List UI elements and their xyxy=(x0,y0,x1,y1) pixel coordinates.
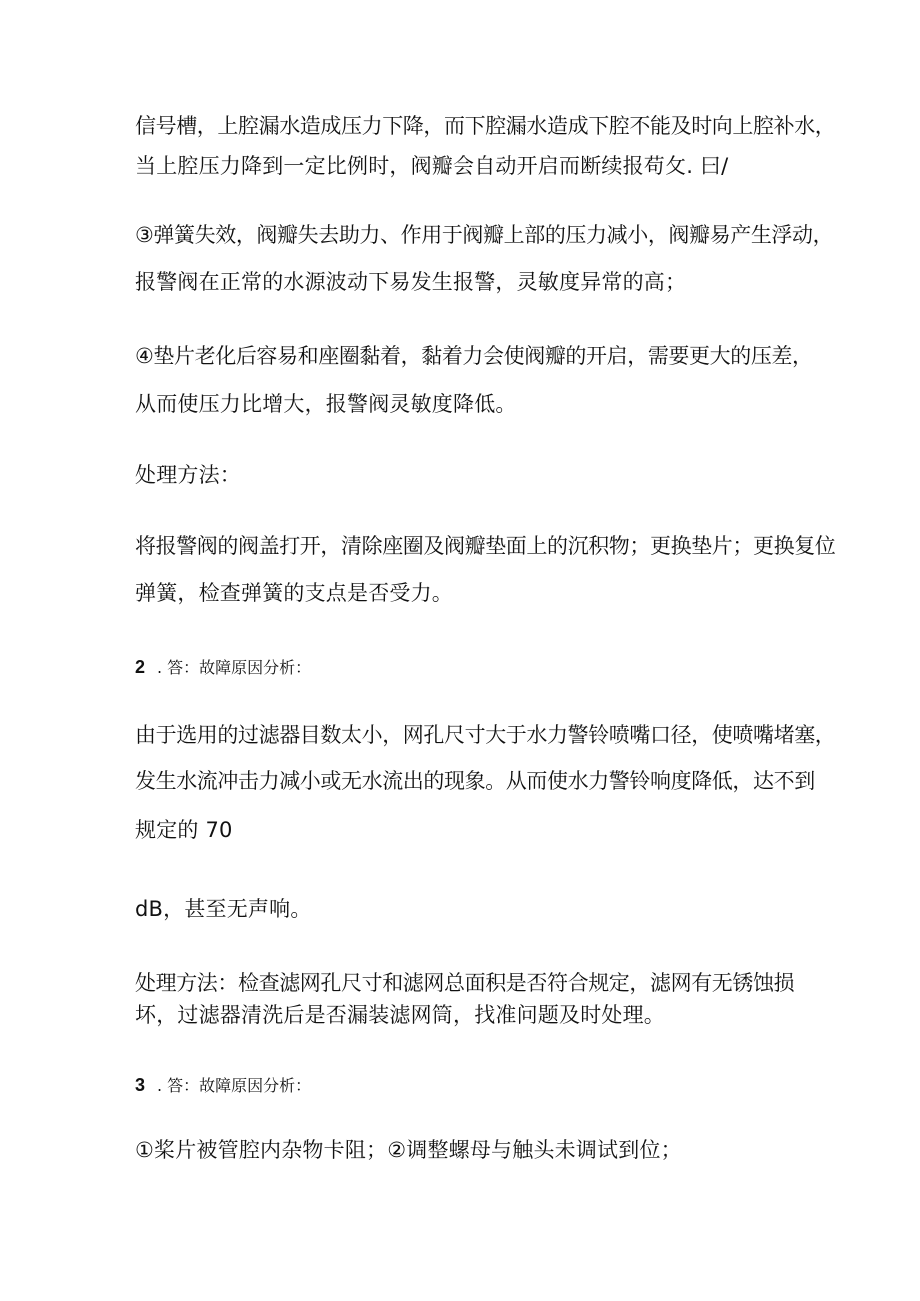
paragraph-3-line-1: ④垫片老化后容易和座圈黏着，黏着力会使阀瓣的开启，需要更大的压差， xyxy=(135,344,813,368)
question-2-number: 2 xyxy=(135,657,146,677)
paragraph-8-line-1: 处理方法：检查滤网孔尺寸和滤网总面积是否符合规定，滤网有无锈蚀损 xyxy=(135,971,795,995)
paragraph-9-line-1: ①桨片被管腔内杂物卡阻；②调整螺母与触头未调试到位； xyxy=(135,1138,682,1162)
question-3-number: 3 xyxy=(135,1075,146,1095)
paragraph-3-line-2: 从而使压力比增大，报警阀灵敏度降低。 xyxy=(135,392,517,416)
paragraph-5-line-1: 将报警阀的阀盖打开，清除座圈及阀瓣垫面上的沉积物；更换垫片；更换复位 xyxy=(135,534,836,558)
paragraph-1-line-1: 信号槽，上腔漏水造成压力下降，而下腔漏水造成下腔不能及时向上腔补水， xyxy=(135,114,836,138)
question-2-heading: . 答：故障原因分析： xyxy=(157,658,312,677)
paragraph-1-line-2: 当上腔压力降到一定比例时，阀瓣会自动开启而断续报苟攵. 曰/ xyxy=(135,154,729,178)
paragraph-6-line-2: 发生水流冲击力减小或无水流出的现象。从而使水力警铃响度降低，达不到 xyxy=(135,769,815,793)
paragraph-2-line-1: ③弹簧失效，阀瓣失去助力、作用于阀瓣上部的压力减小，阀瓣易产生浮动， xyxy=(135,223,834,247)
paragraph-6-line-3: 规定的 70 xyxy=(135,818,233,842)
paragraph-6-line-1: 由于选用的过滤器目数太小，网孔尺寸大于水力警铃喷嘴口径，使喷嘴堵塞， xyxy=(135,723,836,747)
question-3-heading: . 答：故障原因分析： xyxy=(157,1076,312,1095)
paragraph-5-line-2: 弹簧，检查弹簧的支点是否受力。 xyxy=(135,581,453,605)
section-heading-treatment: 处理方法： xyxy=(135,463,241,487)
paragraph-7-line-1: dB，甚至无声响。 xyxy=(135,897,312,921)
paragraph-8-line-2: 坏，过滤器清洗后是否漏装滤网筒，找准问题及时处理。 xyxy=(135,1003,665,1027)
paragraph-2-line-2: 报警阀在正常的水源波动下易发生报警，灵敏度异常的高； xyxy=(135,270,687,294)
